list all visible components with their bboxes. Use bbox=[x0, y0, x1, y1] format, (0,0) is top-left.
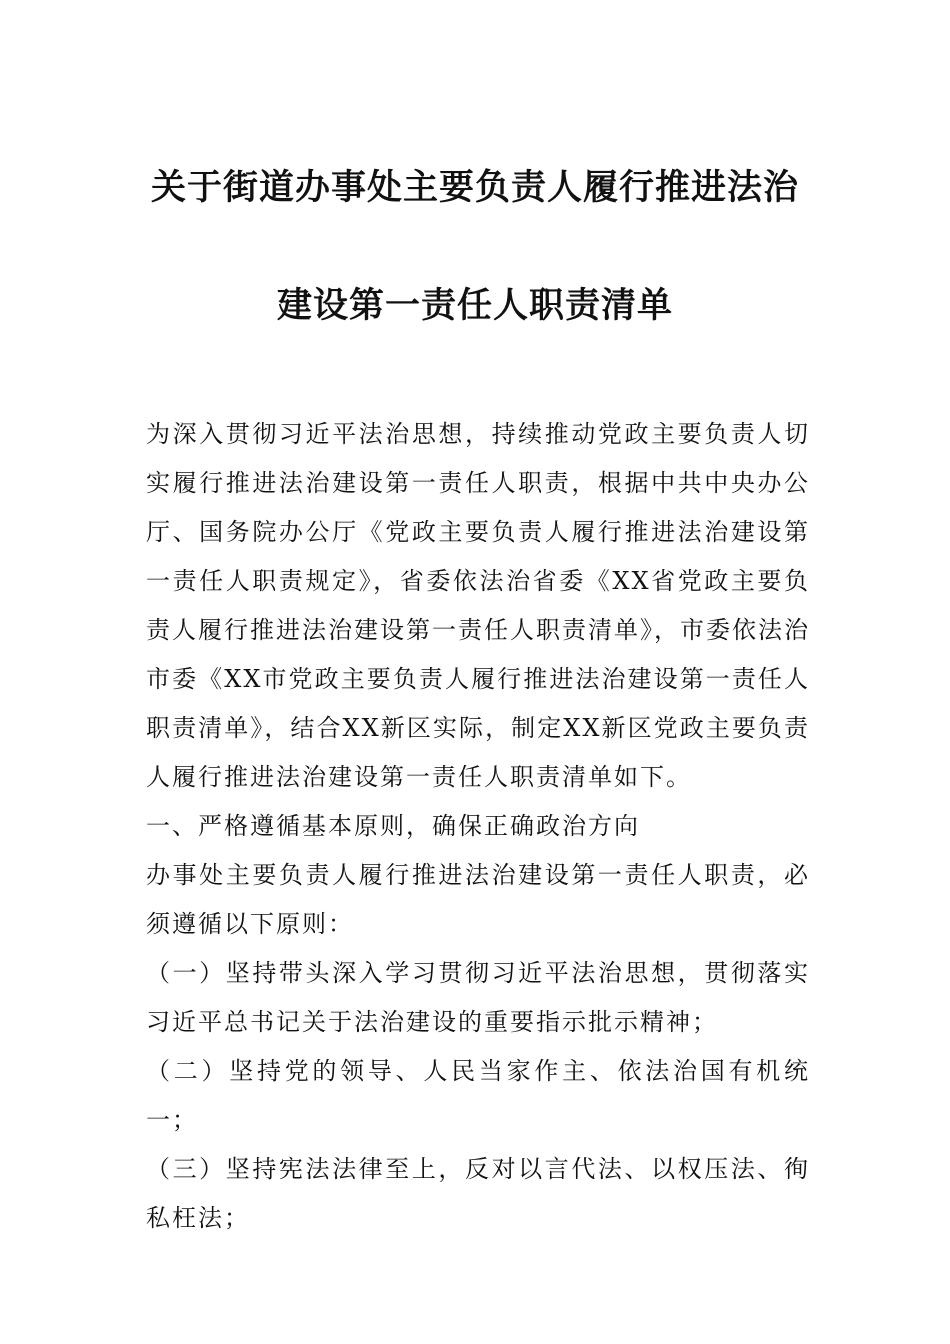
principle-item-3: （三）坚持宪法法律至上，反对以言代法、以权压法、徇私枉法； bbox=[146, 1155, 810, 1232]
intro-paragraph: 为深入贯彻习近平法治思想，持续推动党政主要负责人切实履行推进法治建设第一责任人职责，根据中共中央办公厅、国务院办公厅《党政主要负责人履行推进法治建设第一责任人职责规定》，省委依法治省委《XX省党政主要负责人履行推进法治建设第一责任人职责清单》，市委依法治市委《XX市党政主要负责人履行推进法治建设第一责任人职责清单》，结合XX新区实际，制定XX新区党政主要负责人履行推进法治建设第一责任人职责清单如下。 bbox=[146, 420, 810, 791]
principles-intro-paragraph: 办事处主要负责人履行推进法治建设第一责任人职责，必须遵循以下原则： bbox=[146, 861, 810, 938]
principle-item-2: （二）坚持党的领导、人民当家作主、依法治国有机统一； bbox=[146, 1057, 810, 1134]
section-heading-1: 一、严格遵循基本原则，确保正确政治方向 bbox=[146, 812, 640, 840]
document-title-line-1: 关于街道办事处主要负责人履行推进法治 bbox=[150, 168, 799, 208]
document-body bbox=[146, 410, 810, 1243]
principle-item-1: （一）坚持带头深入学习贯彻习近平法治思想，贯彻落实习近平总书记关于法治建设的重要指示批示精神； bbox=[146, 959, 810, 1036]
document-title-line-2: 建设第一责任人职责清单 bbox=[276, 286, 673, 326]
